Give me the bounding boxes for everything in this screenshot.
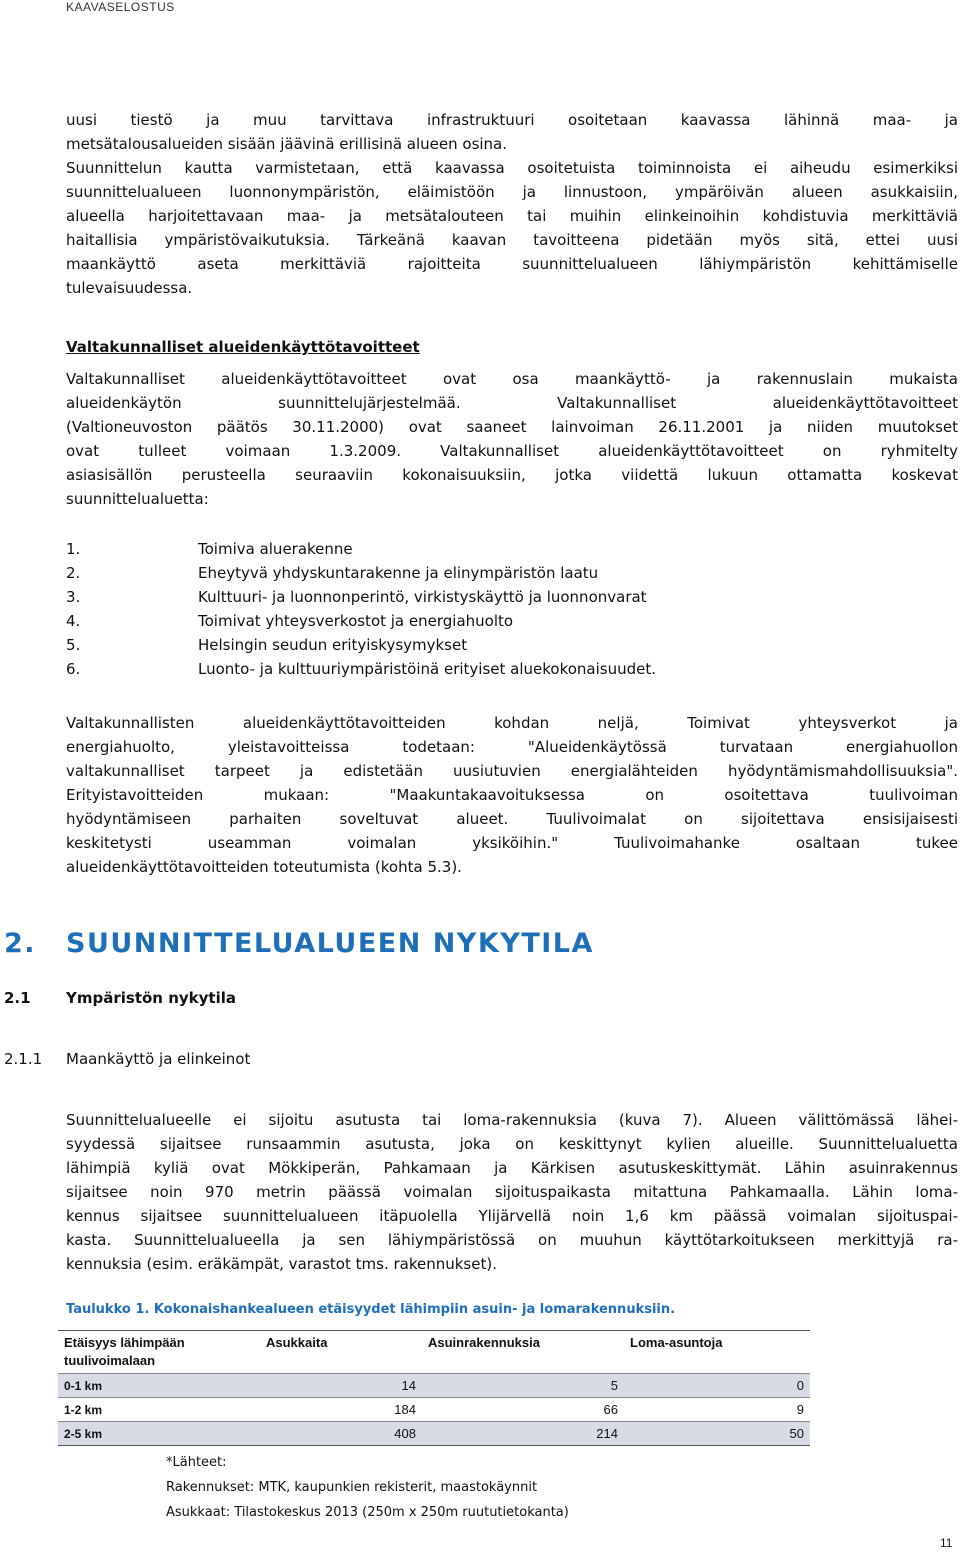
- text-line: kasta. Suunnittelualueella ja sen lähiympäristössä on muuhun käyttötarkoitukseen merkittyjä ra-: [66, 1231, 958, 1249]
- list-text: Luonto- ja kulttuuriympäristöinä erityiset aluekokonaisuudet.: [198, 660, 657, 678]
- text-line: Erityistavoitteiden mukaan: "Maakuntakaavoituksessa on osoitettava tuulivoiman: [66, 786, 958, 804]
- table-cell: 1-2 km: [58, 1398, 260, 1422]
- text-line: alueidenkäyttötavoitteiden toteutumista (kohta 5.3).: [66, 858, 462, 876]
- text-line: Valtakunnalliset alueidenkäyttötavoitteet ovat osa maankäyttö- ja rakennuslain mukaista: [66, 370, 958, 388]
- list-item: [66, 585, 958, 609]
- intro-paragraph: [66, 108, 958, 300]
- list-text: Helsingin seudun erityiskysymykset: [198, 636, 468, 654]
- note-line: Rakennukset: MTK, kaupunkien rekisterit, maastokäynnit: [166, 1480, 538, 1495]
- list-number: 6.: [66, 660, 81, 678]
- vat-paragraph: [66, 367, 958, 511]
- table-row: [58, 1398, 810, 1422]
- text-line: keskitetysti useamman voimalan yksiköihin." Tuulivoimahanke osaltaan tukee: [66, 834, 958, 852]
- vat-text: [66, 367, 958, 511]
- section-number: 2.: [4, 928, 37, 959]
- text-line: ovat tulleet voimaan 1.3.2009. Valtakunnalliset alueidenkäyttötavoitteet on ryhmitelty: [66, 442, 958, 460]
- list-item: [66, 657, 958, 681]
- text-line: energiahuolto, yleistavoitteissa todetaan: "Alueidenkäytössä turvataan energiahuollon: [66, 738, 958, 756]
- goals-list-container: [66, 537, 958, 681]
- energy-text: [66, 711, 958, 879]
- text-line: haitallisia ympäristövaikutuksia. Tärkeänä kaavan tavoitteena pidetään myös sitä, ettei uusi: [66, 231, 958, 249]
- text-line: valtakunnalliset tarpeet ja edistetään uusiutuvien energialähteiden hyödyntämismahdollisuuksia".: [66, 762, 958, 780]
- column-header: Etäisyys lähimpään tuulivoimalaan: [58, 1331, 260, 1374]
- running-header: KAAVASELOSTUS: [66, 0, 175, 14]
- list-number: 3.: [66, 588, 81, 606]
- land-use-text: [66, 1108, 958, 1276]
- list-text: Kulttuuri- ja luonnonperintö, virkistyskäyttö ja luonnonvarat: [198, 588, 647, 606]
- list-number: 1.: [66, 540, 81, 558]
- land-use-paragraph: [66, 1108, 958, 1276]
- table-row: [58, 1374, 810, 1398]
- distance-table: [58, 1330, 810, 1446]
- table-notes: [166, 1450, 569, 1525]
- text-line: maankäyttö aseta merkittäviä rajoitteita suunnittelualueen lähiympäristön kehittämiselle: [66, 255, 958, 273]
- subsubsection-title: Maankäyttö ja elinkeinot: [66, 1050, 251, 1068]
- list-text: Toimivat yhteysverkostot ja energiahuolto: [198, 612, 514, 630]
- table-cell: 66: [422, 1398, 624, 1422]
- vat-heading: Valtakunnalliset alueidenkäyttötavoitteet: [66, 338, 420, 356]
- column-header: Asuinrakennuksia: [422, 1331, 624, 1374]
- subsubsection-heading: [4, 1050, 250, 1068]
- list-item: [66, 609, 958, 633]
- list-item: [66, 633, 958, 657]
- column-header: Asukkaita: [260, 1331, 422, 1374]
- table-cell: 214: [422, 1422, 624, 1446]
- table-cell: 0-1 km: [58, 1374, 260, 1398]
- subsection-number: 2.1: [4, 989, 31, 1007]
- text-line: sijaitsee noin 970 metrin päässä voimalan sijoituspaikasta mitattuna Pahkamaalla. Lähin loma-: [66, 1183, 958, 1201]
- column-header: Loma-asuntoja: [624, 1331, 810, 1374]
- text-line: Suunnittelualueelle ei sijoitu asutusta tai loma-rakennuksia (kuva 7). Alueen välittömässä lähei-: [66, 1111, 958, 1129]
- table-cell: 2-5 km: [58, 1422, 260, 1446]
- text-line: metsätalousalueiden sisään jäävinä erillisinä alueen osina.: [66, 135, 508, 153]
- table-cell: 0: [624, 1374, 810, 1398]
- subsection-title: Ympäristön nykytila: [66, 989, 236, 1007]
- list-text: Toimiva aluerakenne: [198, 540, 353, 558]
- text-line: kennuksia (esim. eräkämpät, varastot tms. rakennukset).: [66, 1255, 497, 1273]
- table-caption: Taulukko 1. Kokonaishankealueen etäisyydet lähimpiin asuin- ja lomarakennuksiin.: [66, 1302, 676, 1317]
- text-line: suunnittelualueen luonnonympäristön, eläimistöön ja linnustoon, ympäröivän alueen asukkaisiin,: [66, 183, 958, 201]
- table-cell: 50: [624, 1422, 810, 1446]
- text-line: kennus sijaitsee suunnittelualueen itäpuolella Ylijärvellä noin 1,6 km päässä voimalan sijoituspai-: [66, 1207, 958, 1225]
- table-row: [58, 1422, 810, 1446]
- note-line: *Lähteet:: [166, 1455, 227, 1470]
- text-line: hyödyntämiseen parhaiten soveltuvat alueet. Tuulivoimalat on sijoitettava ensisijaisesti: [66, 810, 958, 828]
- text-line: asiasisällön perusteella seuraaviin kokonaisuuksiin, jotka viidettä lukuun ottamatta koskevat: [66, 466, 958, 484]
- table-cell: 184: [260, 1398, 422, 1422]
- table-cell: 5: [422, 1374, 624, 1398]
- text-line: suunnittelualuetta:: [66, 490, 209, 508]
- list-item: [66, 537, 958, 561]
- table-cell: 14: [260, 1374, 422, 1398]
- text-line: syydessä sijaitsee runsaammin asutusta, joka on keskittynyt kylien alueille. Suunnittelualuetta: [66, 1135, 958, 1153]
- text-line: Valtakunnallisten alueidenkäyttötavoitteiden kohdan neljä, Toimivat yhteysverkot ja: [66, 714, 958, 732]
- list-text: Eheytyvä yhdyskuntarakenne ja elinympäristön laatu: [198, 564, 599, 582]
- list-item: [66, 561, 958, 585]
- text-line: (Valtioneuvoston päätös 30.11.2000) ovat saaneet lainvoiman 26.11.2001 ja niiden muutokset: [66, 418, 958, 436]
- section-heading: [4, 928, 594, 959]
- text-line: tulevaisuudessa.: [66, 279, 193, 297]
- goals-list: [66, 537, 958, 681]
- section-title: SUUNNITTELUALUEEN NYKYTILA: [66, 928, 594, 959]
- energy-paragraph: [66, 711, 958, 879]
- note-line: Asukkaat: Tilastokeskus 2013 (250m x 250m ruututietokanta): [166, 1505, 569, 1520]
- list-number: 4.: [66, 612, 81, 630]
- table-cell: 9: [624, 1398, 810, 1422]
- text-line: uusi tiestö ja muu tarvittava infrastruktuuri osoitetaan kaavassa lähinnä maa- ja: [66, 111, 958, 129]
- text-line: lähimpiä kyliä ovat Mökkiperän, Pahkamaan ja Kärkisen asutuskeskittymät. Lähin asuinrakennus: [66, 1159, 958, 1177]
- subsubsection-number: 2.1.1: [4, 1050, 43, 1068]
- text-line: alueella harjoitettavaan maa- ja metsätalouteen tai muihin elinkeinoihin kohdistuvia merkittäviä: [66, 207, 958, 225]
- table-cell: 408: [260, 1422, 422, 1446]
- list-number: 2.: [66, 564, 81, 582]
- page-number: 11: [940, 1536, 953, 1550]
- text-line: Suunnittelun kautta varmistetaan, että kaavassa osoitetuista toiminnoista ei aiheudu esimerkiksi: [66, 159, 958, 177]
- vat-section: [66, 338, 958, 356]
- text-line: alueidenkäytön suunnittelujärjestelmää. Valtakunnalliset alueidenkäyttötavoitteet: [66, 394, 958, 412]
- subsection-heading: [4, 989, 236, 1007]
- table-header-row: [58, 1331, 810, 1374]
- list-number: 5.: [66, 636, 81, 654]
- intro-text: [66, 108, 958, 300]
